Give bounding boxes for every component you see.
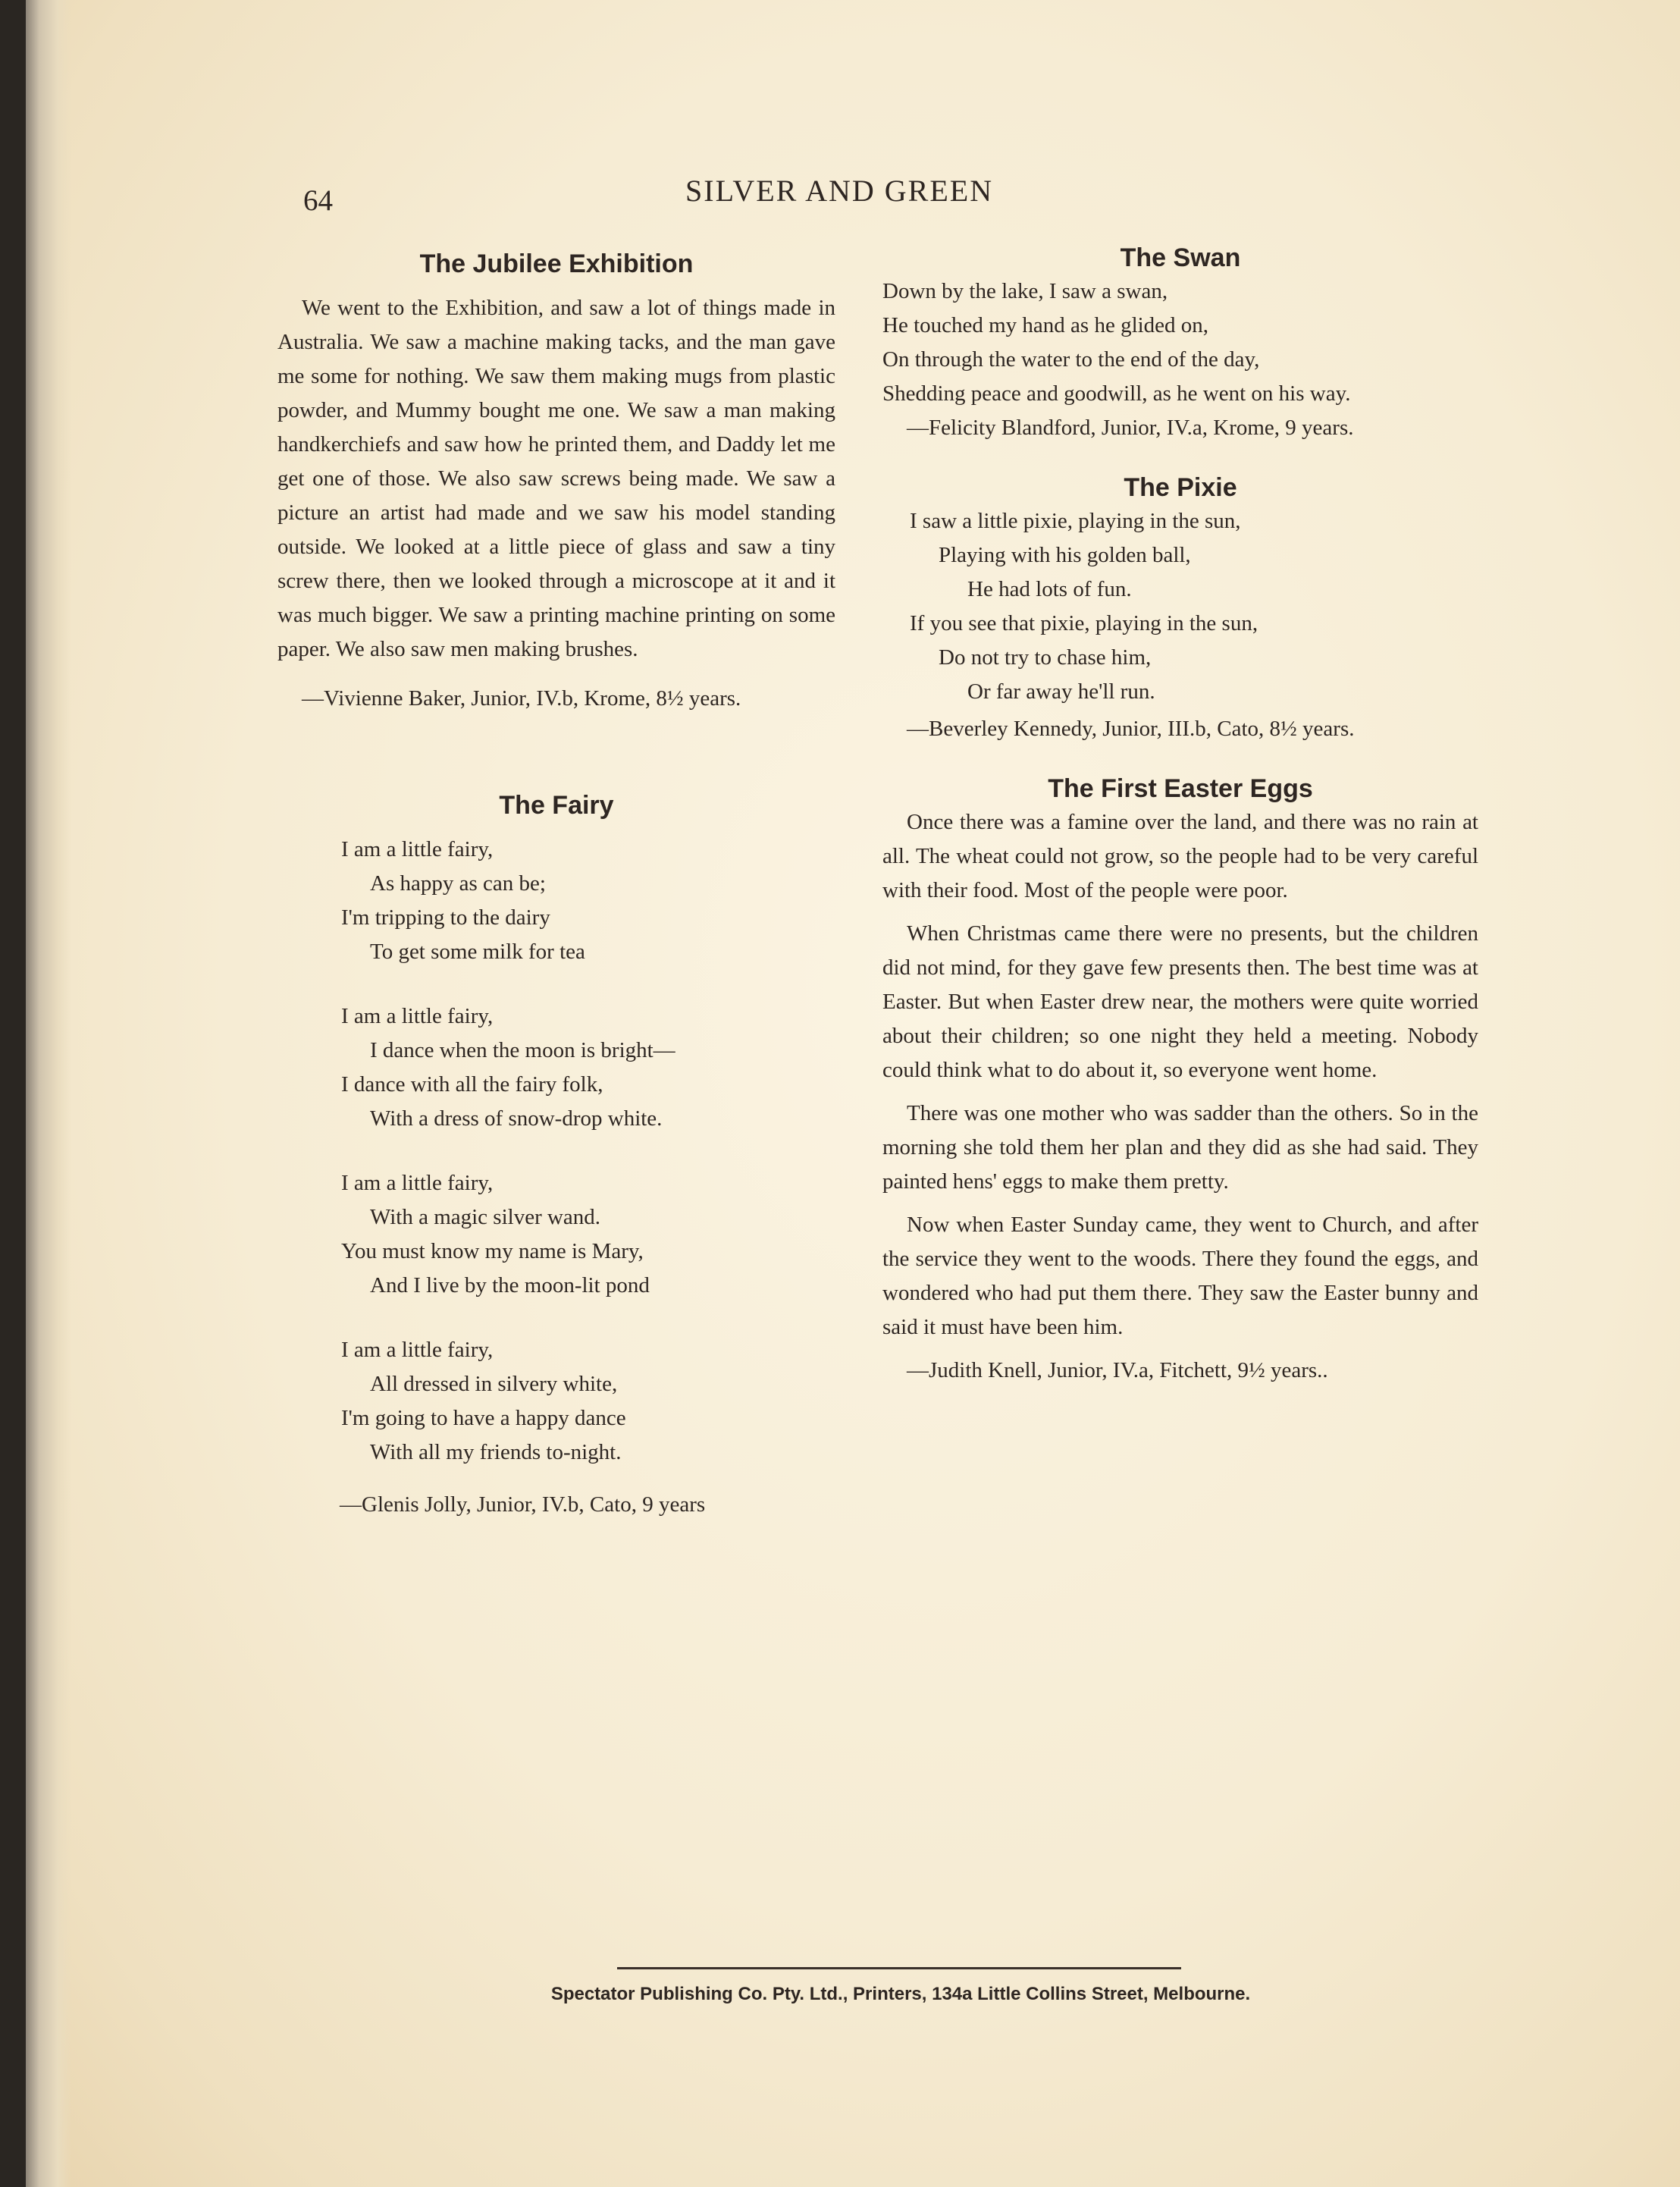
verse-line: I'm going to have a happy dance <box>341 1406 626 1430</box>
verse-line: And I live by the moon-lit pond <box>370 1273 650 1297</box>
page-header <box>26 173 1680 218</box>
verse-line: I am a little fairy, <box>341 837 494 861</box>
verse-line: I'm tripping to the dairy <box>341 905 550 930</box>
author-credit: —Judith Knell, Junior, IV.a, Fitchett, 9½ years.. <box>907 1358 1328 1382</box>
stanza <box>341 833 835 969</box>
page-number: 64 <box>303 184 333 217</box>
verse-line: He touched my hand as he glided on, <box>882 313 1209 337</box>
article-body: We went to the Exhibition, and saw a lot of things made in Australia. We saw a machine making tacks, and the man gave me some for nothing. We saw them making mugs from plastic powder, and Mummy bought me one. We saw a man making handkerchiefs and saw how he printed them, and Daddy let me get one of those. We also saw screws being made. We saw a picture an artist had made and we saw his model standing outside. We looked at a little piece of glass and saw a tiny screw there, then we looked through a microscope at it and it was much bigger. We saw a printing machine printing on some paper. We also saw men making brushes. <box>277 296 835 661</box>
page-binding-edge <box>26 0 71 2187</box>
article-paragraph: Now when Easter Sunday came, they went to Church, and after the service they went to the woods. There they found the eggs, and wondered who had put them there. They saw the Easter bunny and said it must have been him. <box>882 1213 1478 1339</box>
poem-title: The Swan <box>1120 243 1241 272</box>
poem-verses <box>882 275 1478 411</box>
poem-title: The Pixie <box>1124 473 1237 502</box>
verse-line: I am a little fairy, <box>341 1171 494 1195</box>
verse-line: As happy as can be; <box>370 871 546 896</box>
verse-line: With all my friends to-night. <box>370 1440 622 1464</box>
verse-line: On through the water to the end of the day, <box>882 347 1260 372</box>
verse-line: You must know my name is Mary, <box>341 1239 644 1263</box>
verse-line: All dressed in silvery white, <box>370 1372 618 1396</box>
verse-line: If you see that pixie, playing in the sun, <box>910 611 1258 635</box>
verse-line: With a dress of snow-drop white. <box>370 1106 663 1131</box>
article-first-easter-eggs <box>882 772 1478 1388</box>
verse-line: He had lots of fun. <box>967 577 1132 601</box>
verse-line: To get some milk for tea <box>370 940 585 964</box>
poem-verses <box>882 504 1478 709</box>
stanza <box>341 1166 835 1303</box>
footer-rule <box>617 1967 1181 1969</box>
printer-imprint: Spectator Publishing Co. Pty. Ltd., Printers, 134a Little Collins Street, Melbourne. <box>550 1984 1251 2004</box>
verse-line: Shedding peace and goodwill, as he went on his way. <box>882 381 1351 406</box>
verse-line: Do not try to chase him, <box>939 645 1152 670</box>
author-credit: —Beverley Kennedy, Junior, III.b, Cato, 8½ years. <box>907 717 1355 741</box>
verse-line: Or far away he'll run. <box>967 679 1155 704</box>
verse-line: Down by the lake, I saw a swan, <box>882 279 1168 303</box>
poem-title: The Fairy <box>499 791 614 820</box>
article-title: The First Easter Eggs <box>1048 774 1313 803</box>
verse-line: I dance with all the fairy folk, <box>341 1072 603 1097</box>
article-paragraph: There was one mother who was sadder than the others. So in the morning she told them her plan and they did as she had said. They painted hens' eggs to make them pretty. <box>882 1101 1478 1194</box>
article-paragraph: When Christmas came there were no presents, but the children did not mind, for they gave few presents then. The best time was at Easter. But when Easter drew near, the mothers were quite worried about their children; so one night they held a meeting. Nobody could think what to do about it, so everyone went home. <box>882 921 1478 1082</box>
poem-verses <box>277 833 835 1470</box>
poem-the-swan <box>882 241 1478 445</box>
magazine-page <box>26 0 1680 2187</box>
left-column <box>277 247 835 1522</box>
article-paragraph: Once there was a famine over the land, and there was no rain at all. The wheat could not grow, so the people had to be very careful with their food. Most of the people were poor. <box>882 810 1478 902</box>
verse-line: With a magic silver wand. <box>370 1205 601 1229</box>
article-jubilee-exhibition <box>277 247 835 716</box>
stanza <box>341 1333 835 1470</box>
verse-line: I am a little fairy, <box>341 1004 494 1028</box>
author-credit: —Vivienne Baker, Junior, IV.b, Krome, 8½ years. <box>302 686 741 711</box>
author-credit: —Felicity Blandford, Junior, IV.a, Krome, 9 years. <box>907 416 1354 440</box>
verse-line: I am a little fairy, <box>341 1338 494 1362</box>
verse-line: I saw a little pixie, playing in the sun, <box>910 509 1241 533</box>
running-title: SILVER AND GREEN <box>685 174 994 208</box>
poem-the-pixie <box>882 471 1478 746</box>
verse-line: Playing with his golden ball, <box>939 543 1191 567</box>
stanza <box>341 999 835 1136</box>
right-column <box>882 241 1478 1388</box>
author-credit: —Glenis Jolly, Junior, IV.b, Cato, 9 years <box>340 1492 706 1517</box>
verse-line: I dance when the moon is bright— <box>370 1038 675 1062</box>
article-title: The Jubilee Exhibition <box>419 249 694 278</box>
poem-the-fairy <box>277 789 835 1522</box>
